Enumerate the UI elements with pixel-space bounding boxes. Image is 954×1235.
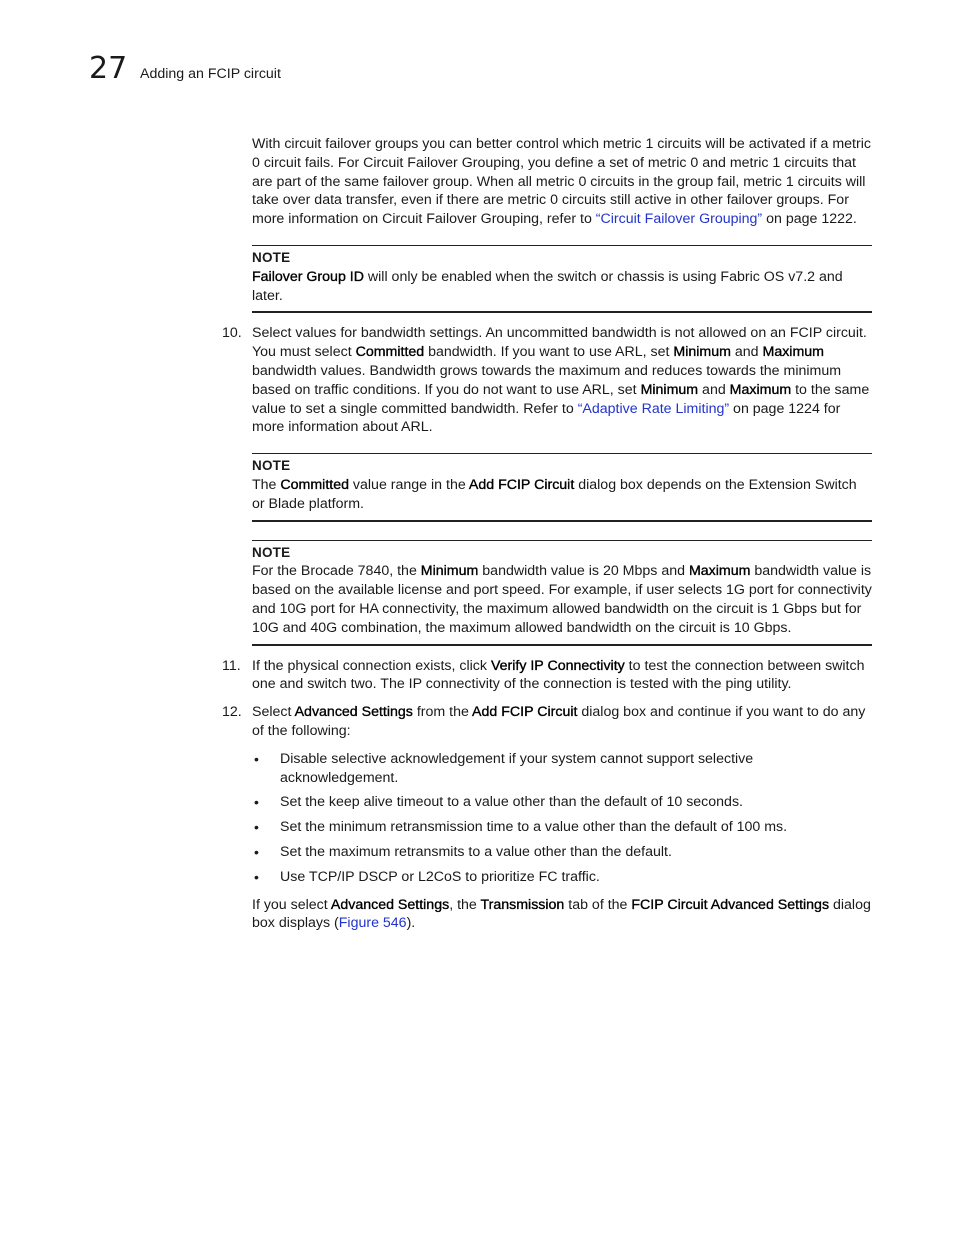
figure-546-link[interactable]: Figure 546 [338, 915, 407, 932]
chapter-title: Adding an FCIP circuit [140, 66, 281, 82]
bullet-icon: • [254, 868, 259, 885]
note-failover-group [252, 245, 872, 313]
note-brocade-7840 [252, 540, 872, 646]
list-item: • Set the maximum retransmits to a value other than the default. [254, 843, 672, 860]
note-label: NOTE [252, 458, 291, 474]
intro-suffix: on page 1222. [762, 211, 857, 228]
note-body: will only be enabled when the switch or chassis is using Fabric OS v7.2 and later. [252, 268, 843, 304]
step-12 [222, 703, 872, 933]
note-text: For the Brocade 7840, the Minimum bandwidth value is 20 Mbps and Maximum bandwidth value is based on the available license and port speed. For example, if user selects 1G port for connectivity and 10G port for HA connectivity, the maximum allowed bandwidth on the circuit is 1 Gbps but for 10G and 40G combination, the maximum allowed bandwidth on the circuit is 10 Gbps. [252, 563, 872, 636]
advanced-options-list [252, 750, 872, 887]
note-committed-range [252, 453, 872, 521]
list-item: • Set the keep alive timeout to a value other than the default of 10 seconds. [254, 794, 743, 811]
step-number: 12. [222, 704, 242, 721]
step-text: Select values for bandwidth settings. An uncommitted bandwidth is not allowed on an FCIP circuit. You must select Committed bandwidth. If you want to use ARL, set Minimum and Maximum bandwidth values. Bandwidth grows towards the maximum and reduces towards the minimum based on traffic conditions. If you do not want to use ARL, set Minimum and Maximum to the same value to set a single committed bandwidth. Refer to “Adaptive Rate Limiting” on page 1224 for more information about ARL. [252, 325, 870, 436]
chapter-number: 27 [89, 51, 128, 86]
step-text: Select Advanced Settings from the Add FCIP Circuit dialog box and continue if you want to do any of the following: [252, 704, 866, 739]
list-item: • Set the minimum retransmission time to a value other than the default of 100 ms. [254, 819, 788, 836]
adaptive-rate-limiting-link[interactable]: “Adaptive Rate Limiting” [577, 400, 730, 417]
note-text: The Committed value range in the Add FCIP Circuit dialog box depends on the Extension Switch or Blade platform. [252, 476, 857, 512]
step-11 [222, 657, 872, 695]
intro-paragraph [252, 135, 872, 229]
step-number: 10. [222, 325, 242, 342]
bullet-icon: • [254, 750, 259, 767]
closing-paragraph: If you select Advanced Settings, the Transmission tab of the FCIP Circuit Advanced Settings dialog box displays (Figure 546). [252, 896, 871, 932]
note-bold-term: Failover Group ID [252, 268, 364, 285]
list-item: • Disable selective acknowledgement if your system cannot support selective acknowledgement. [254, 750, 754, 786]
note-label: NOTE [252, 544, 291, 560]
circuit-failover-grouping-link[interactable]: “Circuit Failover Grouping” [595, 211, 763, 228]
step-number: 11. [222, 657, 241, 674]
bullet-icon: • [254, 794, 259, 811]
step-10 [222, 324, 872, 437]
bullet-icon: • [254, 843, 259, 860]
note-label: NOTE [252, 249, 291, 265]
list-item: • Use TCP/IP DSCP or L2CoS to prioritize FC traffic. [254, 868, 600, 885]
step-text: If the physical connection exists, click Verify IP Connectivity to test the connection between switch one and switch two. The IP connectivity of the connection is tested with the ping utility. [252, 657, 865, 693]
page-content [222, 135, 872, 933]
note-text [252, 268, 872, 306]
intro-text: With circuit failover groups you can better control which metric 1 circuits will be activated if a metric 0 circuit fails. For Circuit Failover Grouping, you define a set of metric 0 and metric 1 circuits that are part of the same failover group. When all metric 0 circuits in the group fail, metric 1 circuits will take over data transfer, even if there are metric 0 circuits still active in other failover groups. For more information on Circuit Failover Grouping, refer to [252, 136, 871, 228]
bullet-icon: • [254, 819, 259, 836]
